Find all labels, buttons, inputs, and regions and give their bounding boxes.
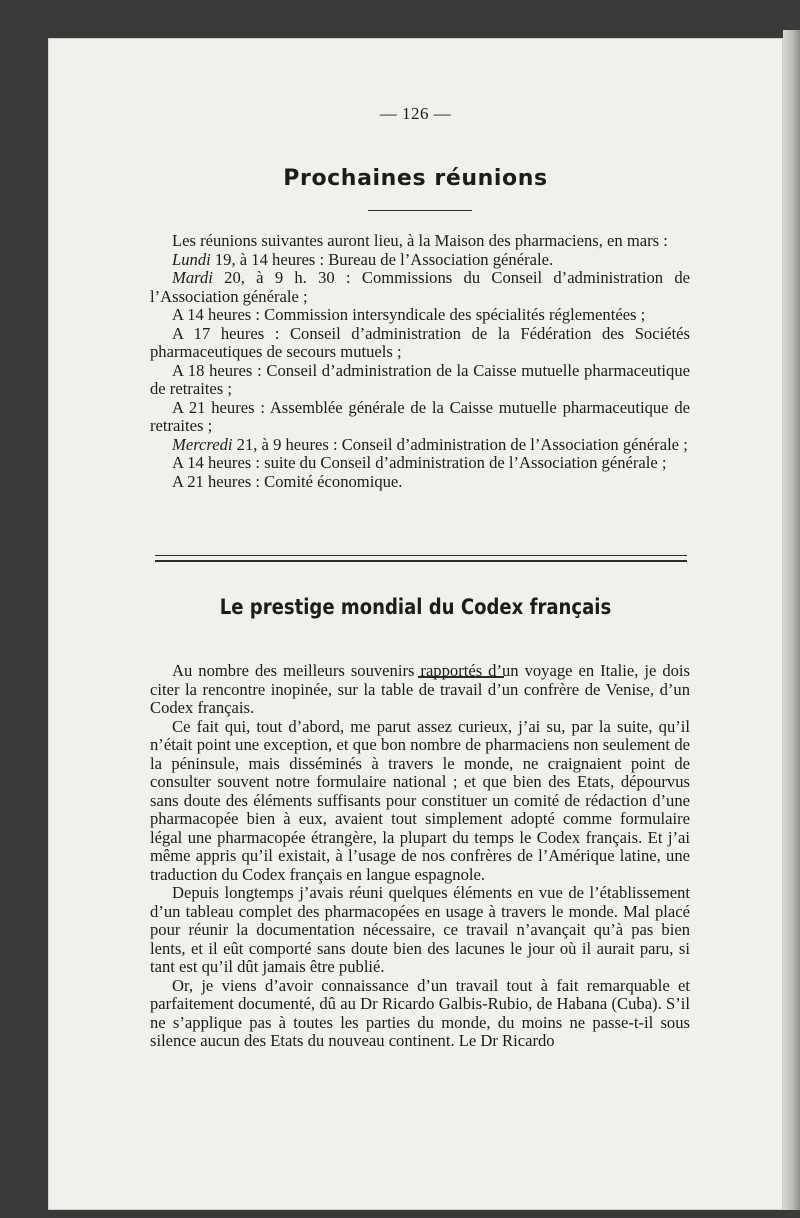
article-body [150, 662, 690, 1051]
section-divider [155, 560, 687, 562]
meeting-item: A 21 heures : Comité économique. [172, 471, 403, 491]
article-paragraph: Au nombre des meilleurs souvenirs rapportés d’un voyage en Italie, je dois citer la rencontre inopinée, sur la table de travail d’un confrère de Venise, d’un Codex français. [150, 661, 690, 717]
meeting-item: A 14 heures : Commission intersyndicale des spécialités réglementées ; [172, 305, 646, 324]
document-page [48, 38, 783, 1210]
section-title-meetings: Prochaines réunions [283, 166, 548, 191]
article-paragraph: Depuis longtemps j’avais réuni quelques éléments en vue de l’établissement d’un tableau complet des pharmacopées en usage à travers le monde. Mal placé pour réunir la documentation nécessaire, ce travail n’avançait qu’à pas bien lents, et il eût comporté sans doute bien des lacunes le jour où il aurait paru, si tant est qu’il dût jamais être publié. [150, 883, 690, 976]
meeting-item: Mercredi 21, à 9 heures : Conseil d’administration de l’Association générale ; [172, 434, 688, 454]
meeting-item: A 18 heures : Conseil d’administration de la Caisse mutuelle pharmaceutique de retraites ; [150, 360, 690, 398]
article-paragraph: Ce fait qui, tout d’abord, me parut assez curieux, j’ai su, par la suite, qu’il n’était point une exception, et que bon nombre de pharmaciens non seulement de la péninsule, mais disséminés à travers le monde, ne craignaient point de consulter souvent notre formulaire national ; et que bien des Etats, dépourvus sans doute des éléments suffisants pour constituer un comité de rédaction d’une pharmacopée bien à eux, avaient tout simplement adopté comme formulaire légal une pharmacopée étrangère, la plupart du temps le Codex français. Et j’ai même appris qu’il existait, à l’usage de nos confrères de l’Amérique latine, une traduction du Codex français en langue espagnole. [150, 716, 690, 884]
meetings-intro: Les réunions suivantes auront lieu, à la Maison des pharmaciens, en mars : [172, 231, 668, 250]
section-divider [155, 555, 687, 556]
meeting-item: A 14 heures : suite du Conseil d’administration de l’Association générale ; [172, 453, 667, 472]
page-number: — 126 — [379, 104, 452, 123]
meeting-item: Mardi 20, à 9 h. 30 : Commissions du Conseil d’administration de l’Association générale ; [150, 268, 690, 306]
meeting-item: A 17 heures : Conseil d’administration de la Fédération des Sociétés pharmaceutiques de secours mutuels ; [150, 323, 690, 361]
page-edge [783, 30, 800, 1210]
meetings-list [150, 232, 690, 491]
meeting-item: Lundi 19, à 14 heures : Bureau de l’Association générale. [172, 249, 554, 269]
section-title-codex: Le prestige mondial du Codex français [219, 595, 612, 619]
title-underline [368, 210, 472, 211]
article-paragraph: Or, je viens d’avoir connaissance d’un travail tout à fait remarquable et parfaitement documenté, dû au Dr Ricardo Galbis-Rubio, de Habana (Cuba). S’il ne s’applique pas à toutes les parties du monde, du moins ne passe-t-il sous silence aucun des Etats du nouveau continent. Le Dr Ricardo [150, 975, 690, 1050]
meeting-item: A 21 heures : Assemblée générale de la Caisse mutuelle pharmaceutique de retraites ; [150, 397, 690, 435]
